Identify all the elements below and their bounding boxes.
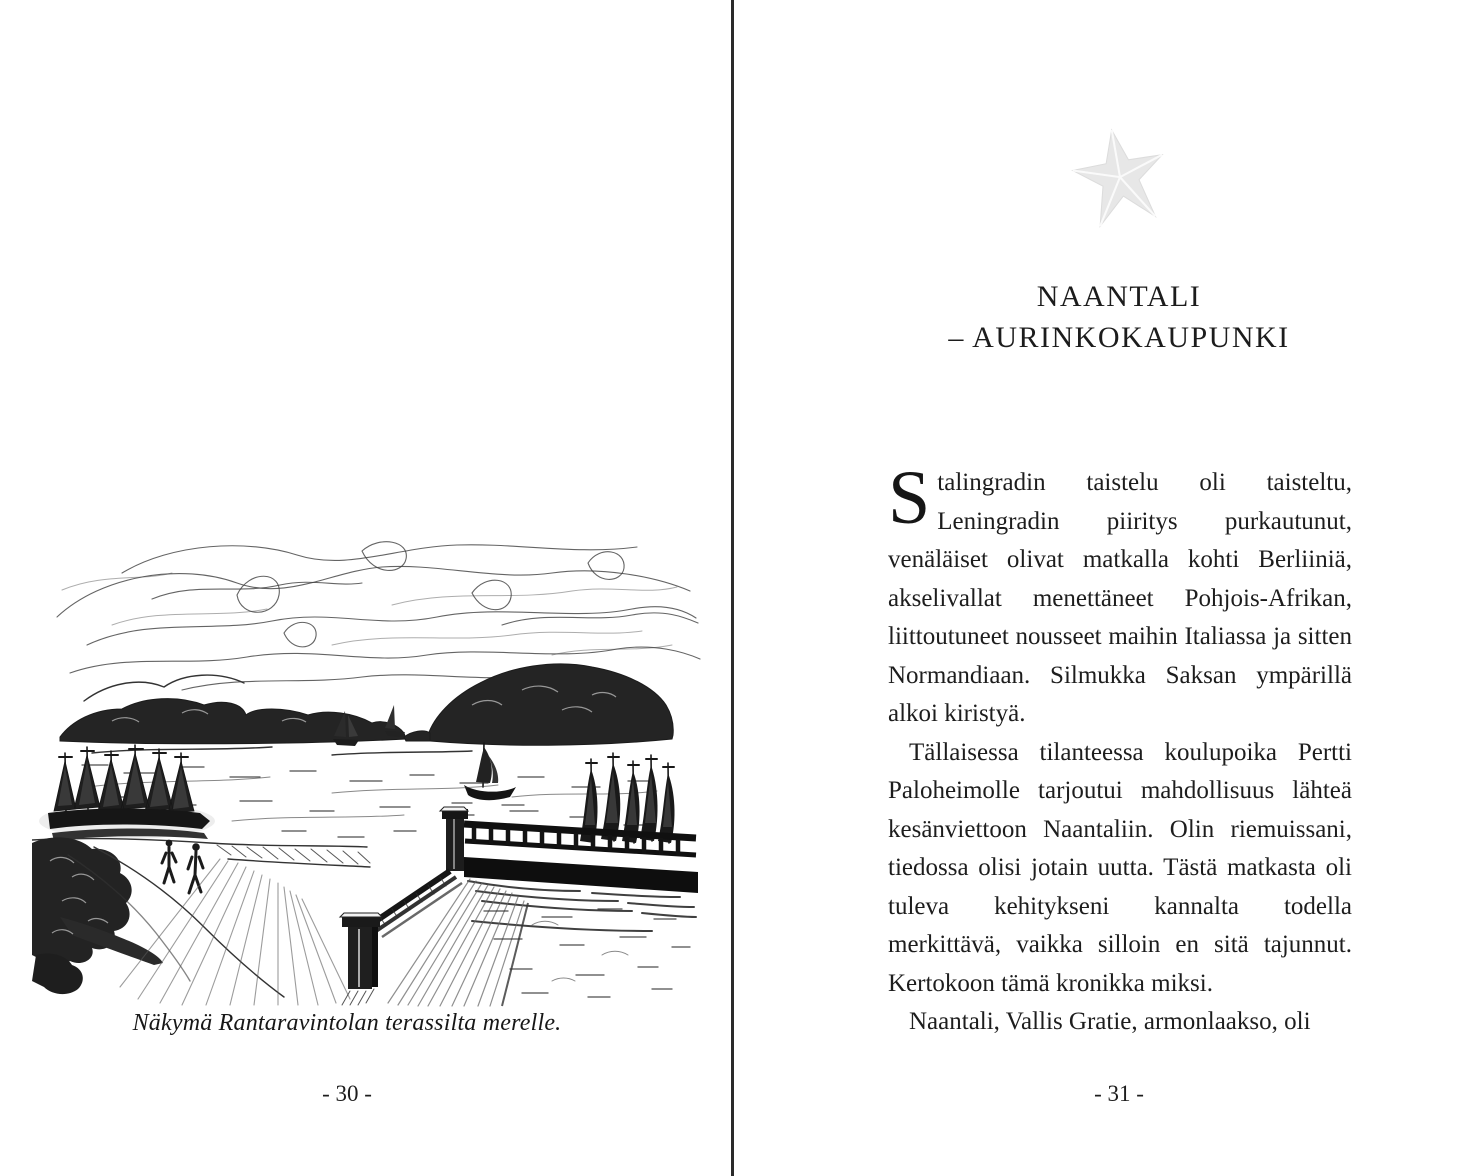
walking-figures (162, 840, 203, 893)
chapter-title-line2: – AURINKOKAUPUNKI (948, 321, 1290, 354)
harbor-sketch-illustration (32, 525, 712, 1007)
bushes (32, 837, 284, 997)
marina-left (39, 745, 215, 841)
page-number-right: - 31 - (1094, 1081, 1144, 1106)
drop-cap: S (888, 456, 931, 540)
sky-scribbles (57, 542, 700, 690)
terrace-railing (440, 807, 698, 931)
sailboat-small-2 (385, 705, 405, 737)
chapter-title (739, 276, 1466, 358)
paragraph-3: Naantali, Vallis Gratie, armonlaakso, oli (909, 1008, 1311, 1035)
corner-post (440, 807, 468, 871)
paragraph-2: Tällaisessa tilanteessa koulupoika Pertti Paloheimolle tarjoutui mahdollisuus lähteä kesänviettoon Naantaliin. Olin riemuissani, tiedossa olisi jotain uutta. Tästä matkasta oli tuleva kehitykseni kannalta todella merkittävä, vaikka silloin en sitä tajunnut. Kertokoon tämä kronikka miksi. (888, 738, 1352, 997)
right-book-page (734, 0, 1466, 1176)
figure-1 (162, 840, 176, 883)
star-ornament-icon (1068, 120, 1172, 228)
chapter-title-line1: NAANTALI (1036, 280, 1202, 313)
body-text-column (888, 456, 1352, 1042)
sailboat-large (452, 743, 524, 805)
illustration-caption: Näkymä Rantaravintolan terassilta merelle. (132, 1010, 562, 1036)
page-number-left: - 30 - (322, 1081, 372, 1106)
figure-2 (188, 843, 203, 893)
paragraph-1 (888, 456, 1352, 734)
left-book-page (0, 0, 731, 1176)
horizon-islands (60, 664, 673, 755)
paragraph-1-text: talingradin taistelu oli taisteltu, Leningradin piiritys purkautunut, venäläiset olivat matkalla kohti Berliiniä, akselivallat menettäneet Pohjois-Afrikan, liittoutuneet nousseet maihin Italiassa ja sitten Normandiaan. Silmukka Saksan ympärillä alkoi kiristyä. (888, 469, 1352, 727)
